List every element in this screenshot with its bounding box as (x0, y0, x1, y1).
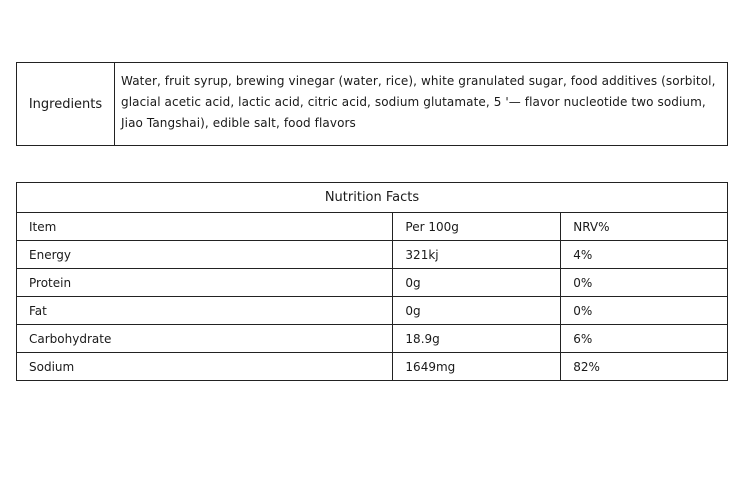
row-per-100g: 321kj (393, 241, 561, 269)
row-per-100g: 0g (393, 297, 561, 325)
header-nrv: NRV% (561, 213, 728, 241)
row-per-100g: 0g (393, 269, 561, 297)
table-row (17, 269, 728, 297)
table-title: Nutrition Facts (17, 183, 728, 213)
row-item: Sodium (17, 353, 393, 381)
table-row (17, 353, 728, 381)
row-nrv: 4% (561, 241, 728, 269)
ingredients-box (16, 62, 728, 146)
table-row (17, 241, 728, 269)
header-item: Item (17, 213, 393, 241)
row-per-100g: 18.9g (393, 325, 561, 353)
row-item: Energy (17, 241, 393, 269)
row-per-100g: 1649mg (393, 353, 561, 381)
ingredients-text: Water, fruit syrup, brewing vinegar (water, rice), white granulated sugar, food additives (sorbitol, glacial acetic acid, lactic acid, citric acid, sodium glutamate, 5 '— flavor nucleotide two sodium, Jiao Tangshai), edible salt, food flavors (121, 74, 716, 130)
table-row (17, 297, 728, 325)
nutrition-facts-table (16, 182, 728, 381)
header-per-100g: Per 100g (393, 213, 561, 241)
row-nrv: 0% (561, 297, 728, 325)
row-item: Carbohydrate (17, 325, 393, 353)
row-nrv: 6% (561, 325, 728, 353)
table-header-row (17, 213, 728, 241)
row-nrv: 0% (561, 269, 728, 297)
table-title-row (17, 183, 728, 213)
ingredients-label: Ingredients (17, 63, 115, 145)
table-row (17, 325, 728, 353)
row-nrv: 82% (561, 353, 728, 381)
row-item: Fat (17, 297, 393, 325)
row-item: Protein (17, 269, 393, 297)
